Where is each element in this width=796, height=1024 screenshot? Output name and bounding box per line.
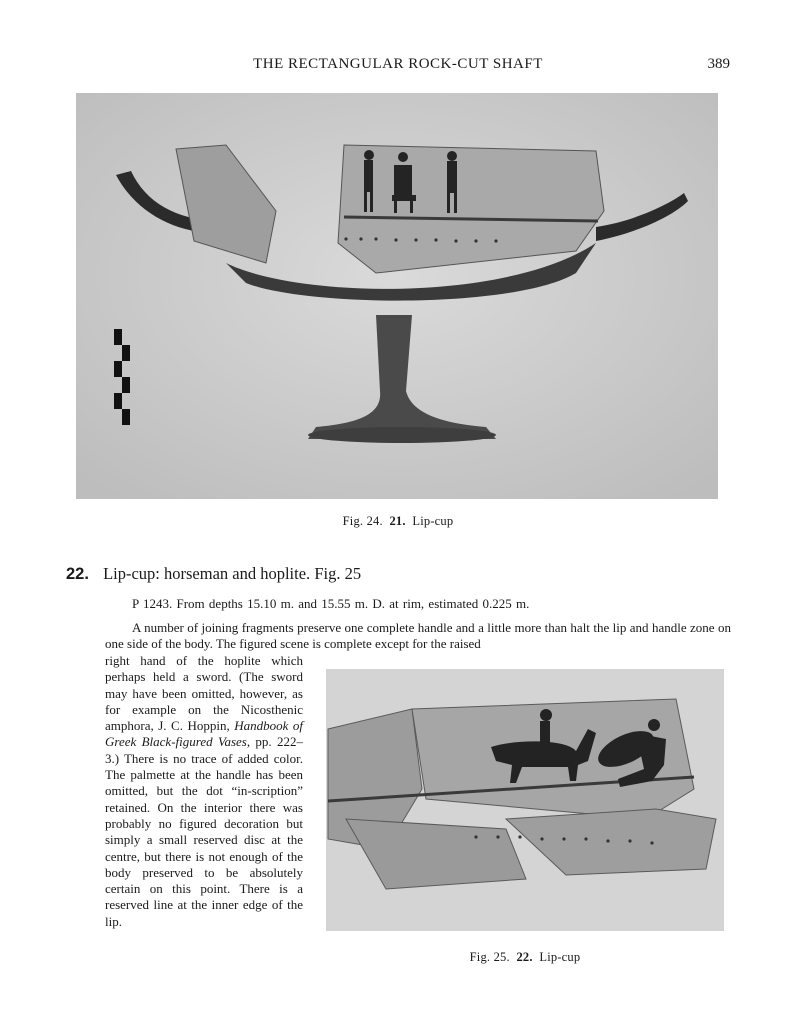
wrapped-paragraph	[105, 653, 303, 930]
figure-24-caption	[0, 514, 796, 529]
figure-25-caption	[326, 950, 724, 965]
page-number: 389	[707, 56, 730, 72]
entry-figure-ref: Fig. 25	[314, 564, 362, 583]
paragraph-full-width: A number of joining fragments preserve one complete handle and a little more than halt the lip and handle zone on one side of the body. The figured scene is complete except for the raised	[105, 620, 731, 652]
item-title: Lip-cup	[539, 950, 581, 964]
fig-label: Fig. 25.	[469, 950, 510, 964]
entry-heading	[66, 564, 361, 584]
figure-24-photo	[76, 93, 718, 499]
entry-title: Lip-cup: horseman and hoplite.	[103, 564, 311, 583]
running-title: THE RECTANGULAR ROCK-CUT SHAFT	[253, 56, 543, 72]
citation-title: Handbook of Greek Black-figured Vases,	[105, 718, 303, 750]
item-number: 21.	[389, 514, 406, 528]
item-number: 22.	[516, 950, 533, 964]
lip-cup-21-image	[76, 93, 718, 499]
lip-cup-22-image	[326, 669, 724, 931]
running-head	[0, 56, 796, 78]
item-title: Lip-cup	[412, 514, 454, 528]
wrap-text-1: right hand of the hoplite which perhaps held a sword. (The sword may have been omitted, however, as for example on the Nicosthenic amphora, J. C. Hoppin,	[105, 653, 303, 734]
figure-25-photo	[326, 669, 724, 931]
fig-label: Fig. 24.	[342, 514, 383, 528]
body-paragraph	[105, 620, 731, 653]
wrap-text-2: pp. 222–3.) There is no trace of added color. The palmette at the handle has been omitted, but the dot “in-scription” retained. On the interior there was probably no figured decoration but simply a small reserved disc at the centre, but there is not enough of the body preserved to be absolutely certain on this point. There is a reserved line at the inner edge of the lip.	[105, 734, 304, 929]
entry-number: 22.	[66, 565, 89, 583]
inventory-line: P 1243. From depths 15.10 m. and 15.55 m. D. at rim, estimated 0.225 m.	[132, 596, 530, 611]
